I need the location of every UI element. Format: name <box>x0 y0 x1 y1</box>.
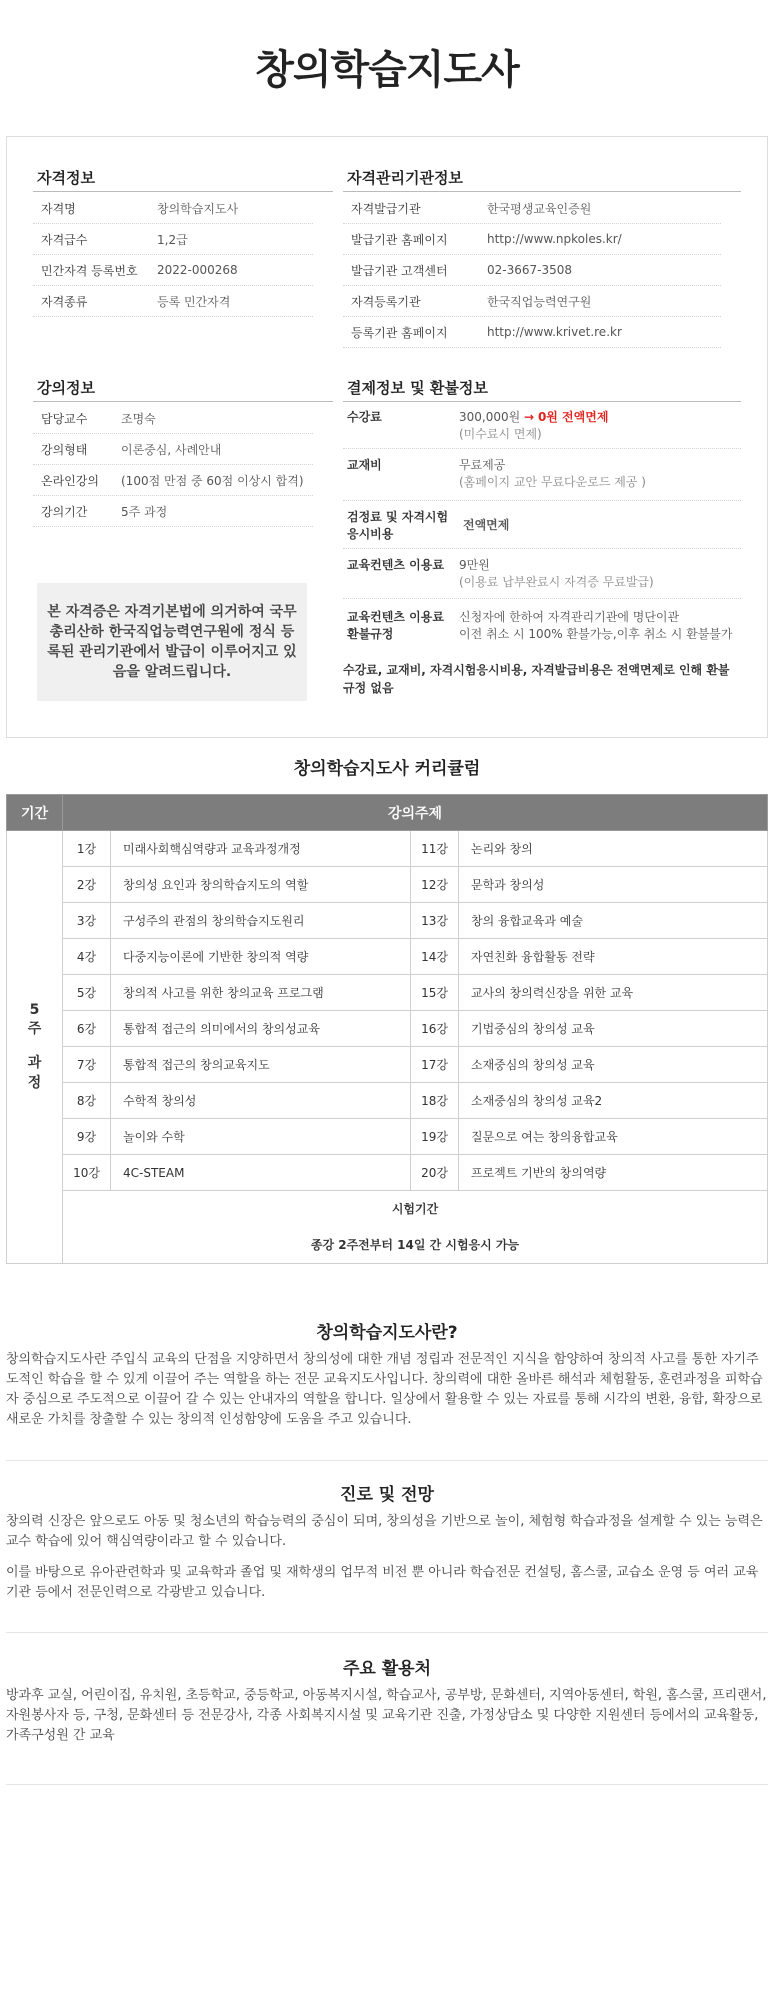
content-fee-main: 9만원 <box>459 558 490 572</box>
cert-value: 2022-000268 <box>157 263 238 277</box>
lecture-topic: 소재중심의 창의성 교육 <box>459 1047 768 1083</box>
lecture-topic: 교사의 창의력신장을 위한 교육 <box>459 975 768 1011</box>
table-row <box>7 867 768 903</box>
refund-value-2: 이전 취소 시 100% 환불가능,이후 취소 시 환불불가 <box>459 627 733 641</box>
lecture-topic: 미래사회핵심역량과 교육과정개정 <box>111 831 411 867</box>
lecture-number: 16강 <box>411 1011 459 1047</box>
lecture-number: 3강 <box>63 903 111 939</box>
lecture-number: 13강 <box>411 903 459 939</box>
lecture-key: 강의형태 <box>41 442 88 457</box>
lecture-topic: 구성주의 관점의 창의학습지도원리 <box>111 903 411 939</box>
exam-fee-label-2: 응시비용 <box>347 527 394 541</box>
section-divider <box>6 1460 768 1461</box>
org-row <box>343 317 721 348</box>
org-key: 자격등록기관 <box>351 294 421 309</box>
refund-row <box>343 603 741 649</box>
col-period: 기간 <box>7 795 63 831</box>
exam-fee-label <box>347 509 448 543</box>
org-homepage-link[interactable]: http://www.npkoles.kr/ <box>487 232 622 246</box>
lecture-number: 18강 <box>411 1083 459 1119</box>
lecture-info-divider <box>33 401 333 402</box>
exam-period-text: 종강 2주전부터 14일 간 시험응시 가능 <box>310 1238 520 1252</box>
table-row <box>7 1155 768 1191</box>
refund-label-2: 환불규정 <box>347 627 394 641</box>
lecture-number: 1강 <box>63 831 111 867</box>
cert-row <box>33 224 313 255</box>
lecture-number: 15강 <box>411 975 459 1011</box>
payment-info-divider <box>343 401 741 402</box>
lecture-key: 온라인강의 <box>41 473 99 488</box>
org-row <box>343 255 721 286</box>
cert-key: 자격급수 <box>41 232 88 247</box>
lecture-topic: 소재중심의 창의성 교육2 <box>459 1083 768 1119</box>
lecture-number: 6강 <box>63 1011 111 1047</box>
refund-note: 수강료, 교재비, 자격시험응시비용, 자격발급비용은 전액면제로 인해 환불규정 없음 <box>343 663 730 695</box>
org-row <box>343 224 721 255</box>
period-char-2: 정 <box>27 1075 42 1091</box>
tuition-price: 300,000원 <box>459 410 521 424</box>
org-info-title: 자격관리기관정보 <box>347 169 463 187</box>
refund-value-1: 신청자에 한하여 자격관리기관에 명단이관 <box>459 610 680 624</box>
lecture-number: 5강 <box>63 975 111 1011</box>
cert-key: 자격명 <box>41 201 76 216</box>
refund-value <box>459 609 732 643</box>
cert-info-title: 자격정보 <box>37 169 95 187</box>
lecture-topic: 프로젝트 기반의 창의역량 <box>459 1155 768 1191</box>
tuition-row <box>343 403 741 449</box>
org-key: 등록기관 홈페이지 <box>351 325 448 340</box>
lecture-row <box>33 465 313 496</box>
exam-fee-row <box>343 503 741 549</box>
lecture-info-title: 강의정보 <box>37 379 95 397</box>
table-row <box>7 831 768 867</box>
tuition-sub: (미수료시 면제) <box>459 427 542 441</box>
material-row <box>343 451 741 501</box>
cert-value: 1,2급 <box>157 232 188 247</box>
lecture-number: 9강 <box>63 1119 111 1155</box>
section-divider <box>6 1632 768 1633</box>
lecture-key: 강의기간 <box>41 504 88 519</box>
col-topic: 강의주제 <box>63 795 768 831</box>
table-row <box>7 939 768 975</box>
usage-title: 주요 활용처 <box>342 1659 432 1679</box>
cert-value: 창의학습지도사 <box>157 201 239 216</box>
material-label: 교재비 <box>347 458 382 472</box>
lecture-value: 이론중심, 사례안내 <box>121 442 222 457</box>
lecture-topic: 4C-STEAM <box>111 1155 411 1191</box>
lecture-topic: 자연친화 융합활동 전략 <box>459 939 768 975</box>
refund-label-1: 교육컨텐츠 이용료 <box>347 610 444 624</box>
table-row <box>7 975 768 1011</box>
usage-text: 방과후 교실, 어린이집, 유치원, 초등학교, 중등학교, 아동복지시설, 학습교사, 공부방, 문화센터, 지역아동센터, 학원, 홈스쿨, 프리랜서, 자원봉사자 등, 구청, 문화센터 등 전문강사, 각종 사회복지시설 및 교육기관 진출, 가정상담소 및 다양한 지원센터 등에서의 교육활동, 가족구성원 간 교육 <box>6 1688 767 1743</box>
material-value <box>459 457 646 491</box>
career-text-2: 이를 바탕으로 유아관련학과 및 교육학과 졸업 및 재학생의 업무적 비전 뿐 아니라 학습전문 컨설팅, 홈스쿨, 교습소 운영 등 여러 교육기관 등에서 전문인력으로 각광받고 있습니다. <box>6 1565 759 1600</box>
tuition-label: 수강료 <box>347 410 382 424</box>
table-row <box>7 1119 768 1155</box>
payment-info-title: 결제정보 및 환불정보 <box>347 379 488 397</box>
table-row <box>7 1047 768 1083</box>
lecture-topic: 질문으로 여는 창의융합교육 <box>459 1119 768 1155</box>
lecture-topic: 다중지능이론에 기반한 창의적 역량 <box>111 939 411 975</box>
org-key: 발급기관 홈페이지 <box>351 232 448 247</box>
material-main: 무료제공 <box>459 458 506 472</box>
notice-box: 본 자격증은 자격기본법에 의거하여 국무총리산하 한국직업능력연구원에 정식 등록된 관리기관에서 발급이 이루어지고 있음을 알려드립니다. <box>37 583 307 701</box>
table-row <box>7 903 768 939</box>
material-sub: (홈페이지 교안 무료다운로드 제공 ) <box>459 475 646 489</box>
exam-fee-value: 전액면제 <box>463 518 510 532</box>
section-divider <box>6 1784 768 1785</box>
registry-homepage-link[interactable]: http://www.krivet.re.kr <box>487 325 622 339</box>
lecture-value: (100점 만점 중 60점 이상시 합격) <box>121 473 304 488</box>
exam-period-cell <box>63 1191 768 1264</box>
lecture-topic: 통합적 접근의 창의교육지도 <box>111 1047 411 1083</box>
org-key: 자격발급기관 <box>351 201 421 216</box>
lecture-topic: 문학과 창의성 <box>459 867 768 903</box>
cert-row <box>33 193 313 224</box>
cert-key: 자격종류 <box>41 294 88 309</box>
lecture-row <box>33 403 313 434</box>
lecture-topic: 창의성 요인과 창의학습지도의 역할 <box>111 867 411 903</box>
content-fee-sub: (이용료 납부완료시 자격증 무료발급) <box>459 575 654 589</box>
period-number: 5 <box>29 1002 40 1018</box>
lecture-topic: 수학적 창의성 <box>111 1083 411 1119</box>
lecture-number: 4강 <box>63 939 111 975</box>
content-fee-row <box>343 551 741 599</box>
lecture-number: 14강 <box>411 939 459 975</box>
org-row <box>343 193 721 224</box>
lecture-key: 담당교수 <box>41 411 88 426</box>
lecture-number: 19강 <box>411 1119 459 1155</box>
org-value: 02-3667-3508 <box>487 263 573 277</box>
table-row <box>7 1083 768 1119</box>
org-key: 발급기관 고객센터 <box>351 263 448 278</box>
lecture-value: 조명숙 <box>121 411 156 426</box>
about-title: 창의학습지도사란? <box>316 1323 458 1343</box>
about-text: 창의학습지도사란 주입식 교육의 단점을 지양하면서 창의성에 대한 개념 정립과 전문적인 지식을 함양하여 창의적 사고를 통한 자기주도적인 학습을 할 수 있게 이끌어 주는 역할을 하는 전문 교육지도사입니다. 창의력에 대한 올바른 해석과 체험활동, 훈련과정을 피학습자 중심으로 주도적으로 이끌어 갈 수 있는 안내자의 역할을 합니다. 일상에서 활용할 수 있는 자료를 통해 시각의 변환, 융합, 확장으로 새로운 가치를 창출할 수 있는 창의적 인성함양에 도움을 주고 있습니다. <box>6 1352 763 1427</box>
lecture-topic: 논리와 창의 <box>459 831 768 867</box>
lecture-row <box>33 434 313 465</box>
content-fee-value <box>459 557 654 591</box>
lecture-topic: 통합적 접근의 의미에서의 창의성교육 <box>111 1011 411 1047</box>
info-box <box>6 136 768 738</box>
lecture-number: 10강 <box>63 1155 111 1191</box>
curriculum-title: 창의학습지도사 커리큘럼 <box>293 759 481 779</box>
curriculum-table <box>6 794 768 1264</box>
exam-fee-label-1: 검정료 및 자격시험 <box>347 510 449 524</box>
tuition-free: 0원 전액면제 <box>537 410 609 424</box>
lecture-number: 11강 <box>411 831 459 867</box>
career-text-1: 창의력 신장은 앞으로도 아동 및 청소년의 학습능력의 중심이 되며, 창의성을 기반으로 놀이, 체험형 학습과정을 설계할 수 있는 능력은 교수 학습에 있어 핵심역량이라고 할 수 있습니다. <box>6 1514 763 1549</box>
cert-info-divider <box>33 191 333 192</box>
page-title: 창의학습지도사 <box>255 47 519 93</box>
lecture-topic: 창의 융합교육과 예술 <box>459 903 768 939</box>
lecture-topic: 놀이와 수학 <box>111 1119 411 1155</box>
cert-row <box>33 286 313 317</box>
lecture-number: 17강 <box>411 1047 459 1083</box>
cert-key: 민간자격 등록번호 <box>41 263 138 278</box>
org-value: 한국직업능력연구원 <box>487 294 592 309</box>
lecture-number: 2강 <box>63 867 111 903</box>
refund-label <box>347 609 444 643</box>
lecture-value: 5주 과정 <box>121 504 168 519</box>
exam-period-row <box>7 1191 768 1264</box>
tuition-value <box>459 409 608 443</box>
org-value: 한국평생교육인증원 <box>487 201 592 216</box>
lecture-row <box>33 496 313 527</box>
period-cell <box>7 831 63 1264</box>
lecture-topic: 창의적 사고를 위한 창의교육 프로그램 <box>111 975 411 1011</box>
career-title: 진로 및 전망 <box>340 1485 434 1505</box>
org-info-divider <box>343 191 741 192</box>
exam-period-title: 시험기간 <box>391 1202 439 1216</box>
period-unit: 주 <box>27 1021 42 1037</box>
content-fee-label: 교육컨텐츠 이용료 <box>347 558 444 572</box>
lecture-number: 8강 <box>63 1083 111 1119</box>
cert-row <box>33 255 313 286</box>
arrow-icon: → <box>524 410 535 424</box>
table-row <box>7 1011 768 1047</box>
lecture-number: 12강 <box>411 867 459 903</box>
org-row <box>343 286 721 317</box>
curriculum-header-row <box>7 795 768 831</box>
lecture-topic: 기법중심의 창의성 교육 <box>459 1011 768 1047</box>
period-char-1: 과 <box>27 1055 42 1071</box>
lecture-number: 20강 <box>411 1155 459 1191</box>
lecture-number: 7강 <box>63 1047 111 1083</box>
cert-value: 등록 민간자격 <box>157 294 231 309</box>
